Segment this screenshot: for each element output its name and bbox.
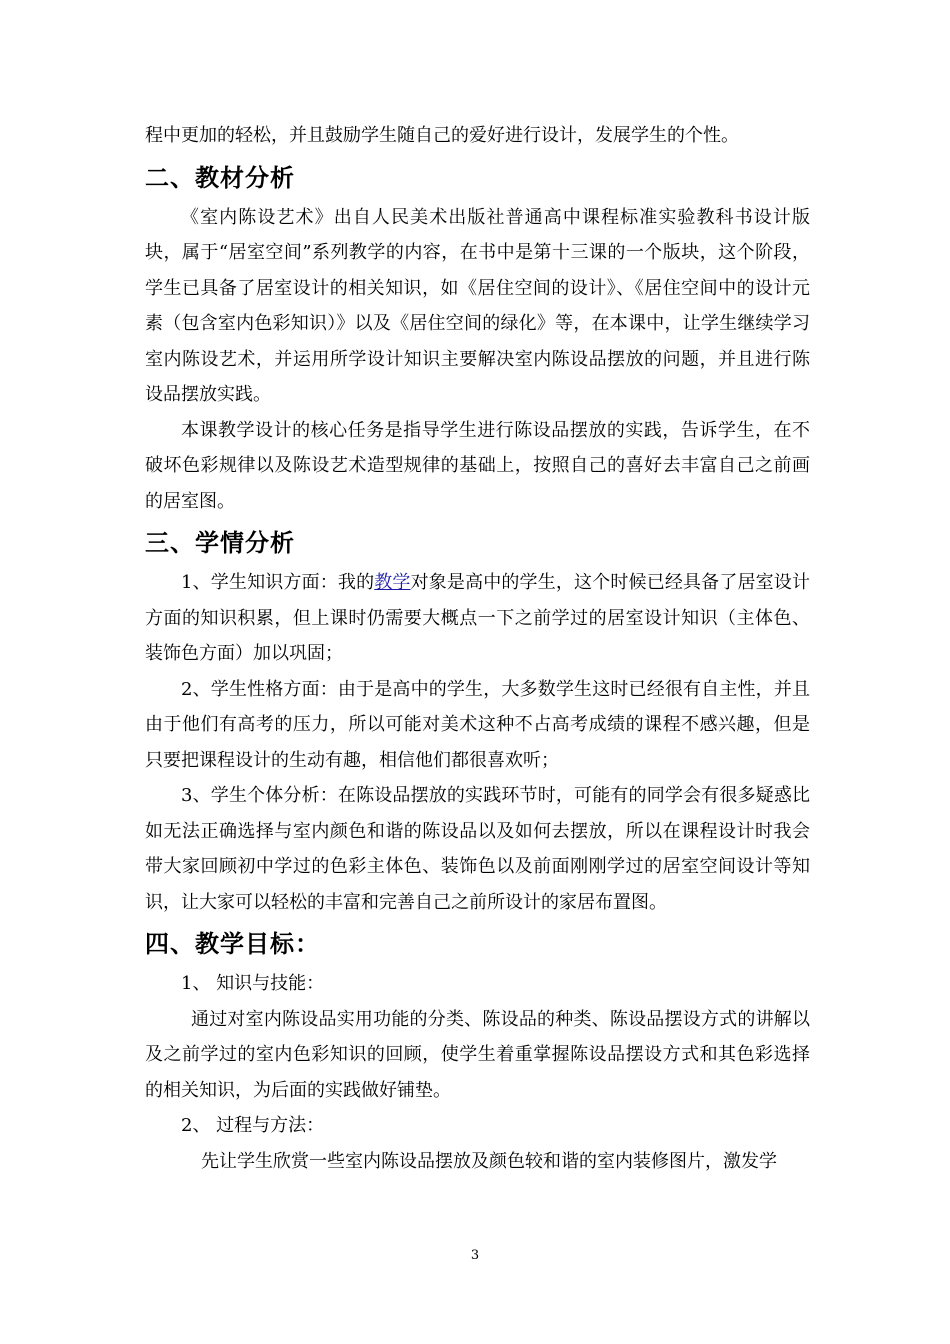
section-heading-student-analysis: 三、学情分析 — [145, 529, 295, 557]
intro-paragraph-tail: 程中更加的轻松，并且鼓励学生随自己的爱好进行设计，发展学生的个性。 — [145, 125, 739, 146]
goal-item-2-label: 2、 过程与方法： — [181, 1115, 325, 1136]
goal-item-1-text: 通过对室内陈设品实用功能的分类、陈设品的种类、陈设品摆设方式的讲解以及之前学过的室内色彩知识的回顾，使学生着重掌握陈设品摆设方式和其色彩选择的相关知识，为后面的实践做好铺垫。 — [145, 1008, 810, 1101]
textbook-analysis-paragraph-2: 本课教学设计的核心任务是指导学生进行陈设品摆放的实践，告诉学生，在不破坏色彩规律以及陈设艺术造型规律的基础上，按照自己的喜好去丰富自己之前画的居室图。 — [145, 419, 810, 512]
teaching-link[interactable]: 教学 — [374, 572, 411, 593]
textbook-analysis-paragraph-1: 《室内陈设艺术》出自人民美术出版社普通高中课程标准实验教科书设计版块，属于“居室空间”系列教学的内容，在书中是第十三课的一个版块，这个阶段，学生已具备了居室设计的相关知识，如《居住空间的设计》、《居住空间中的设计元素（包含室内色彩知识）》以及《居住空间的绿化》等，在本课中，让学生继续学习室内陈设艺术，并运用所学设计知识主要解决室内陈设品摆放的问题，并且进行陈设品摆放实践。 — [145, 206, 810, 405]
student-analysis-paragraph-1 — [145, 565, 810, 672]
section-heading-textbook-analysis: 二、教材分析 — [145, 163, 295, 192]
student-analysis-paragraph-3: 3、学生个体分析：在陈设品摆放的实践环节时，可能有的同学会有很多疑惑比如无法正确选择与室内颜色和谐的陈设品以及如何去摆放，所以在课程设计时我会带大家回顾初中学过的色彩主体色、装饰色以及前面刚刚学过的居室空间设计等知识，让大家可以轻松的丰富和完善自己之前所设计的家居布置图。 — [145, 785, 810, 913]
goal-item-2-text: 先让学生欣赏一些室内陈设品摆放及颜色较和谐的室内装修图片，激发学 — [201, 1150, 777, 1172]
student-analysis-p1-post: 对象是高中的学生，这个时候已经具备了居室设计方面的知识积累，但上课时仍需要大概点一下之前学过的居室设计知识（主体色、装饰色方面）加以巩固； — [145, 572, 811, 664]
goal-item-1-label: 1、 知识与技能： — [181, 973, 325, 994]
student-analysis-paragraph-2: 2、学生性格方面：由于是高中的学生，大多数学生这时已经很有自主性，并且由于他们有高考的压力，所以可能对美术这种不占高考成绩的课程不感兴趣，但是只要把课程设计的生动有趣，相信他们都很喜欢听； — [145, 678, 810, 771]
page-content — [145, 118, 810, 1179]
section-heading-teaching-goals: 四、教学目标： — [145, 930, 320, 958]
student-analysis-p1-pre: 1、学生知识方面：我的 — [181, 572, 375, 593]
page-number: 3 — [470, 1248, 480, 1263]
